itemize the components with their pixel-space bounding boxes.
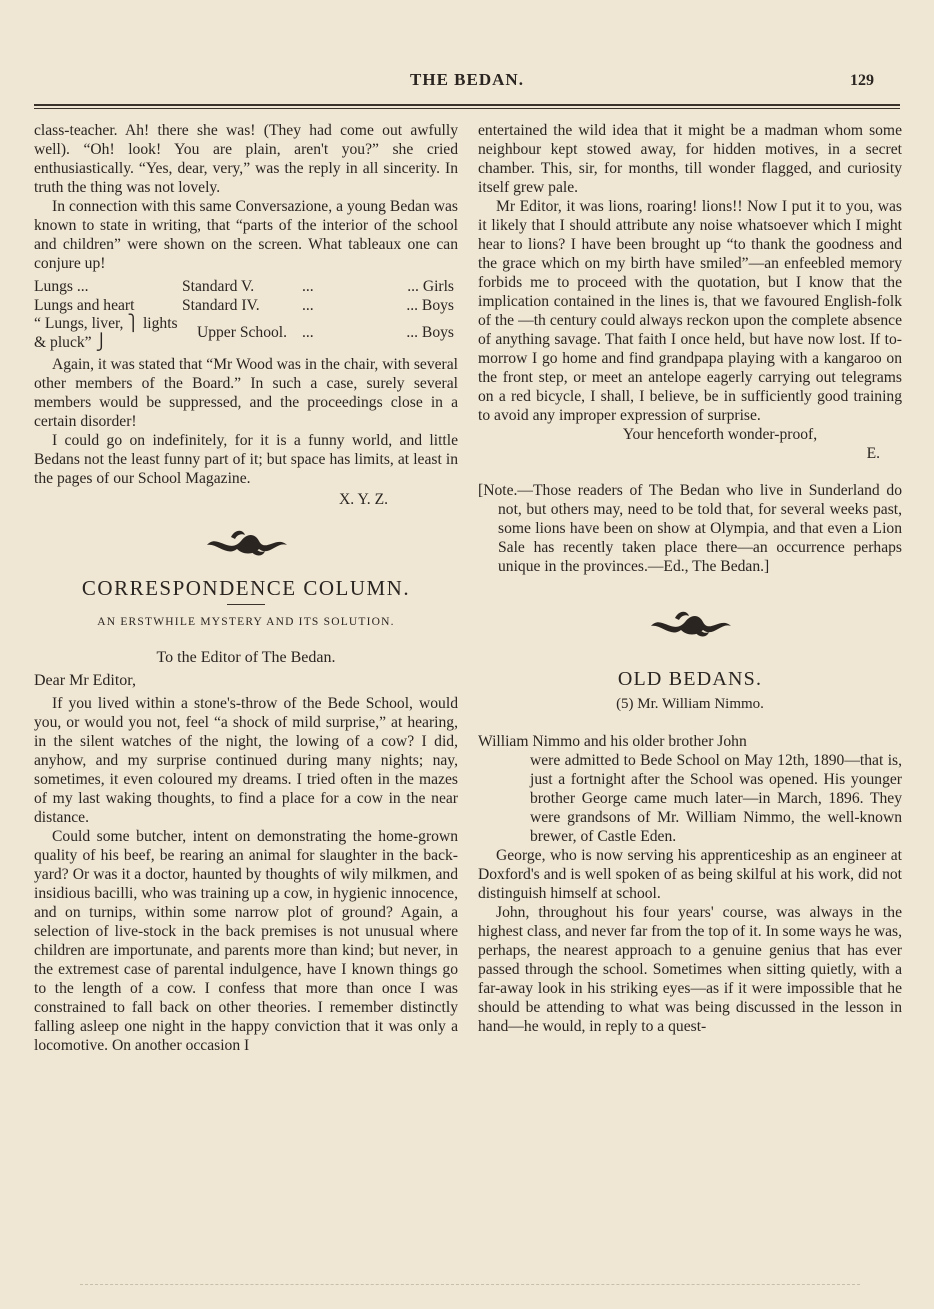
table-row	[34, 315, 454, 352]
tableau-standard: Upper School.	[196, 324, 288, 342]
to-line: To the Editor of The Bedan.	[156, 649, 336, 666]
paragraph: were admitted to Bede School on May 12th, 1890—that is, just a fortnight after the School was opened. His younger brother George came much later—in March, 1896. They were grandsons of Mr. William Nimmo, the well-known brewer, of Castle Eden.	[530, 752, 902, 845]
tableaux-table	[34, 278, 454, 352]
paragraph: Could some butcher, intent on demonstrating the home-grown quality of his beef, be rearing an animal for slaughter in the back-yard? Or was it a doctor, haunted by thoughts of wily milkmen, and insidious bacilli, who was training up a cow, in hygienic innocence, and on turnips, within some narrow plot of ground? Again, a selection of live-stock in the back premises is not unusual where children are importunate, and parents more than kind; but never, in the extremest case of parental indulgence, have I known things go to the length of a cow. I confess that more than once I was constrained to fall back on other theories. I remember distinctly falling asleep one night in the happy conviction that it was only a locomotive. On another occasion I	[34, 828, 458, 1054]
paragraph: entertained the wild idea that it might be a madman whom some neighbour kept stowed away, for hidden motives, in a secret chamber. This, sir, for months, till wonder flagged, and curiosity itself grew pale.	[478, 122, 902, 196]
right-column	[478, 121, 902, 1036]
fleuron-icon	[201, 525, 291, 561]
tableau-dots: ...	[302, 296, 314, 314]
section-subtitle: AN ERSTWHILE MYSTERY AND ITS SOLUTION.	[97, 616, 395, 628]
old-bedans-title: OLD BEDANS.	[617, 668, 763, 690]
tableau-part: “ Lungs, liver, ⎫ lights & pluck” ⎭	[34, 315, 178, 351]
paragraph: John, throughout his four years' course, was always in the highest class, and never far from the top of it. In some ways he was, perhaps, the nearest approach to a genuine genius that has ever passed through the school. Sometimes when sitting quietly, with a far-away look in his striking eyes—as if it were impossible that he should be attending to what was being discussed in the lesson in hand—he would, in reply to a quest-	[478, 904, 902, 1035]
salutation: Dear Mr Editor,	[34, 672, 136, 689]
paragraph: In connection with this same Conversazione, a young Bedan was known to state in writing, that “parts of the interior of the school and children” were shown on the screen. What tableaux one can conjure up!	[34, 198, 458, 272]
table-row	[34, 297, 454, 316]
running-title: THE BEDAN.	[410, 70, 524, 89]
tableau-dots: ...	[302, 278, 314, 295]
table-row	[34, 278, 454, 297]
signature: X. Y. Z.	[339, 491, 388, 508]
paragraph: Mr Editor, it was lions, roaring! lions!! Now I put it to you, was it likely that I should attribute any noise whatsoever which I might hear to lions? I have been brought up “to thank the goodness and the grace which on my birth have smiled”—an enfeebled memory forbids me to proceed with the quotation, but I know that the implication contained in the lines is, that we favoured English-folk of the —th century could always reckon upon the complete absence of anything savage. That faith I once held, but have now lost. If to-morrow I go home and find grandpapa playing with a kangaroo on the front step, or meet an antelope eagerly carrying out telegrams on a red bicycle, I shall, I believe, be in sufficiently good training to avoid any improper expression of surprise.	[478, 198, 902, 424]
fleuron-icon	[645, 606, 735, 642]
paragraph: If you lived within a stone's-throw of the Bede School, would you, or would you not, feel “a shock of mild surprise,” at hearing, in the silent watches of the night, the lowing of a cow? I did, anyhow, and my surprise continued during many nights; nay, sometimes, it even coloured my dreams. I tried often in the mazes of my last waking thoughts, to find a place for a cow in the near distance.	[34, 695, 458, 826]
header-rule	[34, 104, 900, 106]
tableau-who: ... Boys	[406, 324, 454, 342]
tableau-who: ... Girls	[407, 278, 454, 295]
paragraph: I could go on indefinitely, for it is a funny world, and little Bedans not the least funny part of it; but space has limits, at least in the pages of our School Magazine.	[34, 432, 458, 487]
paragraph: Again, it was stated that “Mr Wood was in the chair, with several other members of the Board.” In such a case, surely several members would be suppressed, and the proceedings close in a certain disorder!	[34, 356, 458, 430]
tableau-dots: ...	[302, 324, 314, 342]
paragraph: George, who is now serving his apprenticeship as an engineer at Doxford's and is well spoken of as being skilful at his work, did not distinguish himself at school.	[478, 847, 902, 902]
tableau-part: Lungs ...	[34, 278, 89, 295]
page-number: 129	[850, 72, 874, 89]
header-rule-thin	[34, 108, 900, 109]
divider	[227, 604, 265, 605]
closing: Your henceforth wonder-proof,	[622, 426, 818, 443]
paragraph-first-line: William Nimmo and his older brother John	[478, 733, 747, 750]
tableau-standard: Standard V.	[182, 278, 255, 295]
paragraph: class-teacher. Ah! there she was! (They had come out awfully well). “Oh! look! You are plain, aren't you?” she cried enthusiastically. “Yes, dear, very,” was the reply in all sincerity. In truth the thing was not lovely.	[34, 122, 458, 196]
tableau-standard: Standard IV.	[182, 296, 260, 314]
bottom-edge	[80, 1284, 860, 1285]
tableau-part: Lungs and heart	[34, 296, 135, 314]
left-column	[34, 121, 458, 1055]
editor-note: [Note.—Those readers of The Bedan who live in Sunderland do not, but others may, need to be told that, for several weeks past, some lions have been on show at Olympia, and that even a Lion Sale has recently taken place there—an occurrence perhaps unique in the provinces.—Ed., The Bedan.]	[478, 482, 902, 575]
old-bedans-subtitle: (5) Mr. William Nimmo.	[616, 696, 764, 712]
section-title: CORRESPONDENCE COLUMN.	[81, 576, 411, 600]
signature: E.	[866, 445, 880, 462]
tableau-who: ... Boys	[406, 296, 454, 314]
